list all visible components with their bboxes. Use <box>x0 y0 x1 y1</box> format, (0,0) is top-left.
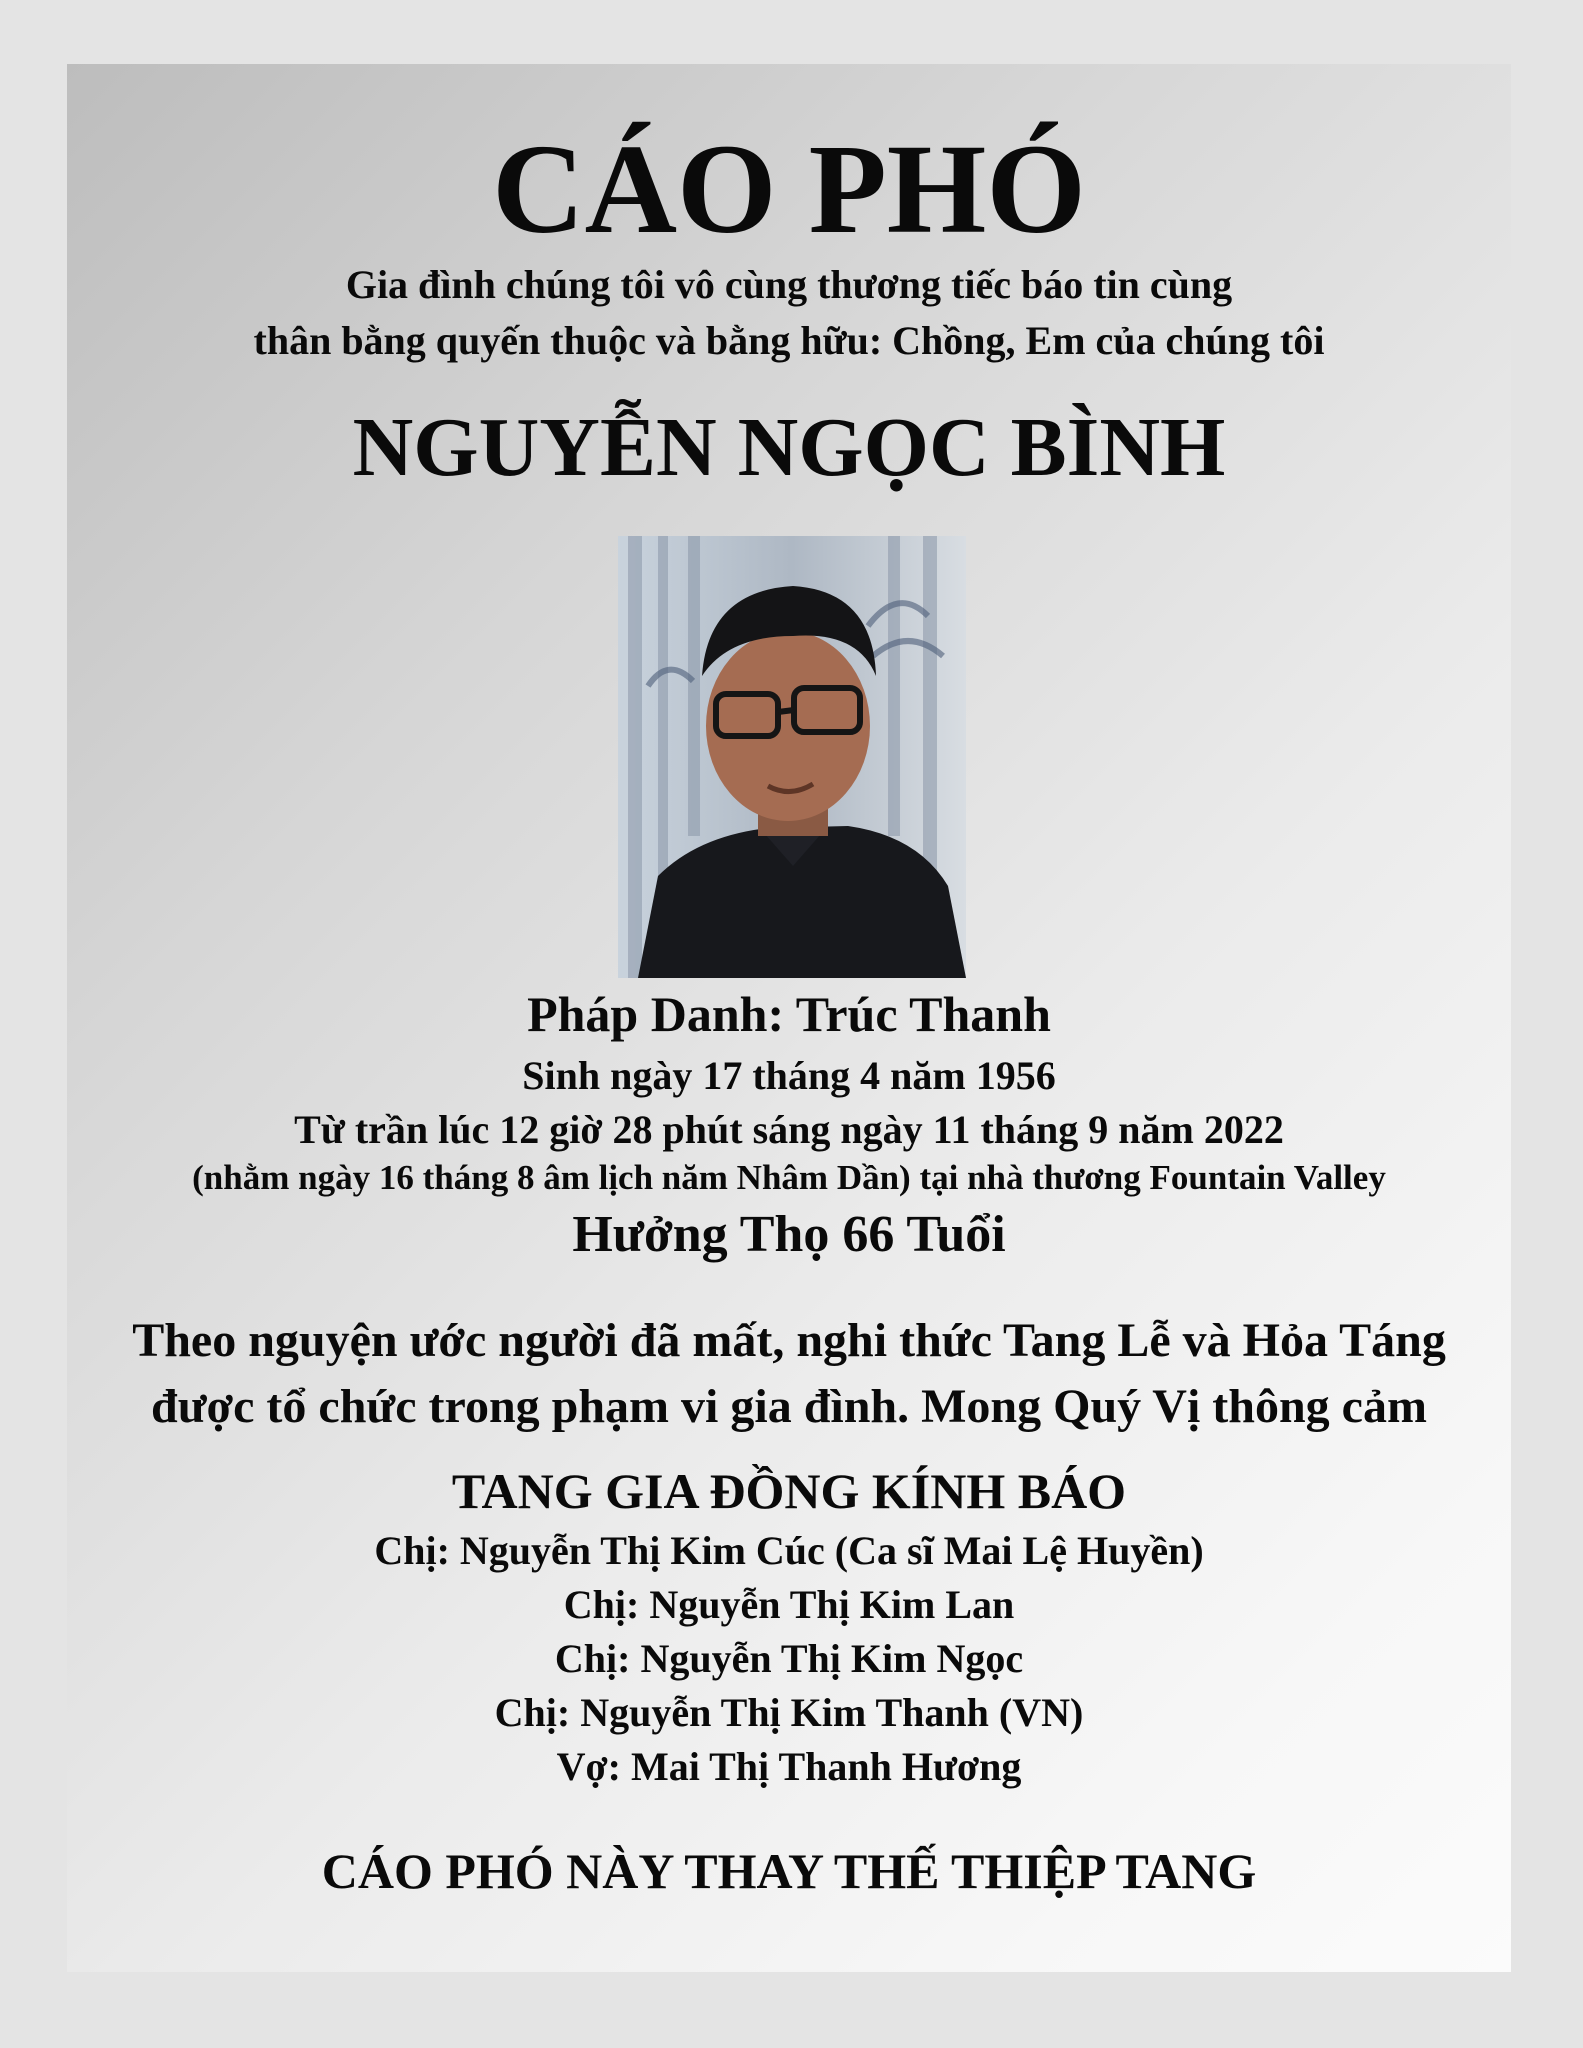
deceased-name: NGUYỄN NGỌC BÌNH <box>352 401 1226 494</box>
birth-date: Sinh ngày 17 tháng 4 năm 1956 <box>522 1053 1056 1098</box>
family-announcement-heading: TANG GIA ĐỒNG KÍNH BÁO <box>451 1463 1127 1519</box>
family-member: Chị: Nguyễn Thị Kim Ngọc <box>554 1636 1024 1681</box>
lunar-date-note: (nhằm ngày 16 tháng 8 âm lịch năm Nhâm Dần) tại nhà thương Fountain Valley <box>192 1158 1386 1197</box>
obituary-card <box>67 64 1511 1972</box>
ceremony-notice <box>67 1308 1511 1440</box>
page-title: CÁO PHÓ <box>492 118 1086 260</box>
intro-line-1: Gia đình chúng tôi vô cùng thương tiếc báo tin cùng <box>345 262 1233 307</box>
family-member: Vợ: Mai Thị Thanh Hương <box>556 1744 1022 1789</box>
ceremony-notice-line-1: Theo nguyện ước người đã mất, nghi thức Tang Lễ và Hỏa Táng <box>132 1314 1446 1367</box>
family-list <box>67 1524 1511 1794</box>
dharma-name: Pháp Danh: Trúc Thanh <box>527 986 1051 1042</box>
ceremony-notice-line-2: được tổ chức trong phạm vi gia đình. Mong Quý Vị thông cảm <box>151 1380 1427 1433</box>
portrait-illustration <box>618 536 966 978</box>
family-member: Chị: Nguyễn Thị Kim Cúc (Ca sĩ Mai Lệ Huyền) <box>374 1528 1204 1573</box>
intro-text <box>67 257 1511 369</box>
intro-line-2: thân bằng quyến thuộc và bằng hữu: Chồng, Em của chúng tôi <box>253 318 1325 363</box>
age-at-death: Hưởng Thọ 66 Tuổi <box>572 1206 1006 1263</box>
family-member: Chị: Nguyễn Thị Kim Lan <box>563 1582 1015 1627</box>
deceased-portrait-photo <box>618 536 966 978</box>
family-member: Chị: Nguyễn Thị Kim Thanh (VN) <box>494 1690 1084 1735</box>
footer-note: CÁO PHÓ NÀY THAY THẾ THIỆP TANG <box>321 1843 1257 1899</box>
death-date: Từ trần lúc 12 giờ 28 phút sáng ngày 11 tháng 9 năm 2022 <box>294 1107 1284 1152</box>
